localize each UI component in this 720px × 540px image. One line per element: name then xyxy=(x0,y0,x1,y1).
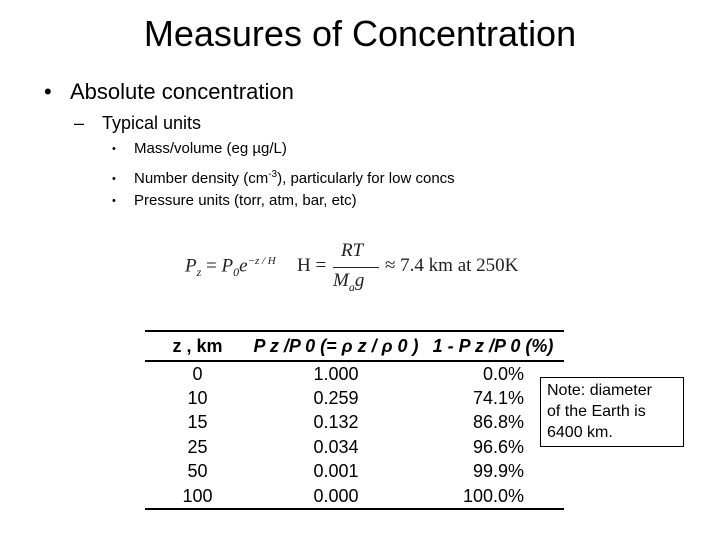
cell-ratio: 0.132 xyxy=(313,412,359,433)
cell-ratio: 1.000 xyxy=(313,363,359,384)
cell-altitude: 100 xyxy=(145,484,250,509)
cell-percent: 100.0% xyxy=(422,484,564,509)
bullet-typical-units xyxy=(74,111,201,135)
header-pressure-reduction: 1 - P z /P 0 (%) xyxy=(422,331,564,361)
earth-diameter-note: Note: diameter of the Earth is 6400 km. xyxy=(540,377,684,447)
table-row xyxy=(145,460,564,484)
header-pressure-ratio: P z /P 0 (= ρ z / ρ 0 ) xyxy=(250,331,422,361)
header-altitude: z , km xyxy=(145,331,250,361)
bullet-label: Pressure units (torr, atm, bar, etc) xyxy=(134,192,357,209)
page-title: Measures of Concentration xyxy=(143,13,577,54)
bullet-dash-icon: – xyxy=(74,113,85,133)
bullet-label: Typical units xyxy=(102,113,202,133)
table-header-row xyxy=(145,331,564,361)
cell-percent: 86.8% xyxy=(472,412,524,433)
cell-ratio: 0.000 xyxy=(250,484,422,509)
bullet-absolute-concentration xyxy=(44,78,294,106)
fraction-denominator: $M_ag$ xyxy=(333,270,365,294)
cell-altitude: 0 xyxy=(192,363,203,384)
cell-percent: 99.9% xyxy=(472,461,524,482)
cell-percent: 96.6% xyxy=(472,436,524,457)
pressure-ratio-table xyxy=(145,330,564,510)
cell-percent: 74.1% xyxy=(472,388,524,409)
bullet-dot-icon: • xyxy=(112,195,116,207)
bullet-dot-icon: • xyxy=(112,143,116,155)
bullet-pressure-units xyxy=(112,191,357,211)
table-row xyxy=(145,411,564,435)
cell-altitude: 50 xyxy=(187,461,208,482)
cell-altitude: 25 xyxy=(187,436,208,457)
bullet-label-end: ), particularly for low concs xyxy=(277,170,455,187)
bullet-label-start: Number density (cm xyxy=(134,170,269,187)
bullet-mass-volume xyxy=(112,139,287,159)
cell-altitude: 15 xyxy=(187,412,208,433)
bullet-dot-icon: • xyxy=(44,79,52,104)
table-row xyxy=(145,484,564,509)
table-row xyxy=(145,435,564,459)
fraction-bar xyxy=(333,267,379,268)
scale-height-lhs: H = xyxy=(297,255,327,276)
bullet-label: Mass/volume (eg µg/L) xyxy=(134,140,287,157)
table-row xyxy=(145,361,564,386)
cell-ratio: 0.034 xyxy=(313,436,359,457)
table-row xyxy=(145,386,564,410)
cell-altitude: 10 xyxy=(187,388,208,409)
cell-ratio: 0.001 xyxy=(313,461,359,482)
scale-height-formula xyxy=(185,240,525,296)
bullet-dot-icon: • xyxy=(112,173,116,185)
bullet-label-exponent: -3 xyxy=(268,169,278,180)
cell-ratio: 0.259 xyxy=(313,388,359,409)
bullet-number-density xyxy=(112,165,455,189)
pressure-equation: $P_z = P_0e^{-z / H}$ xyxy=(185,255,276,280)
cell-percent: 0.0% xyxy=(482,363,524,384)
bullet-label: Absolute concentration xyxy=(70,79,294,104)
scale-height-value: ≈ 7.4 km at 250K xyxy=(385,255,519,276)
fraction-numerator: RT xyxy=(341,240,364,261)
